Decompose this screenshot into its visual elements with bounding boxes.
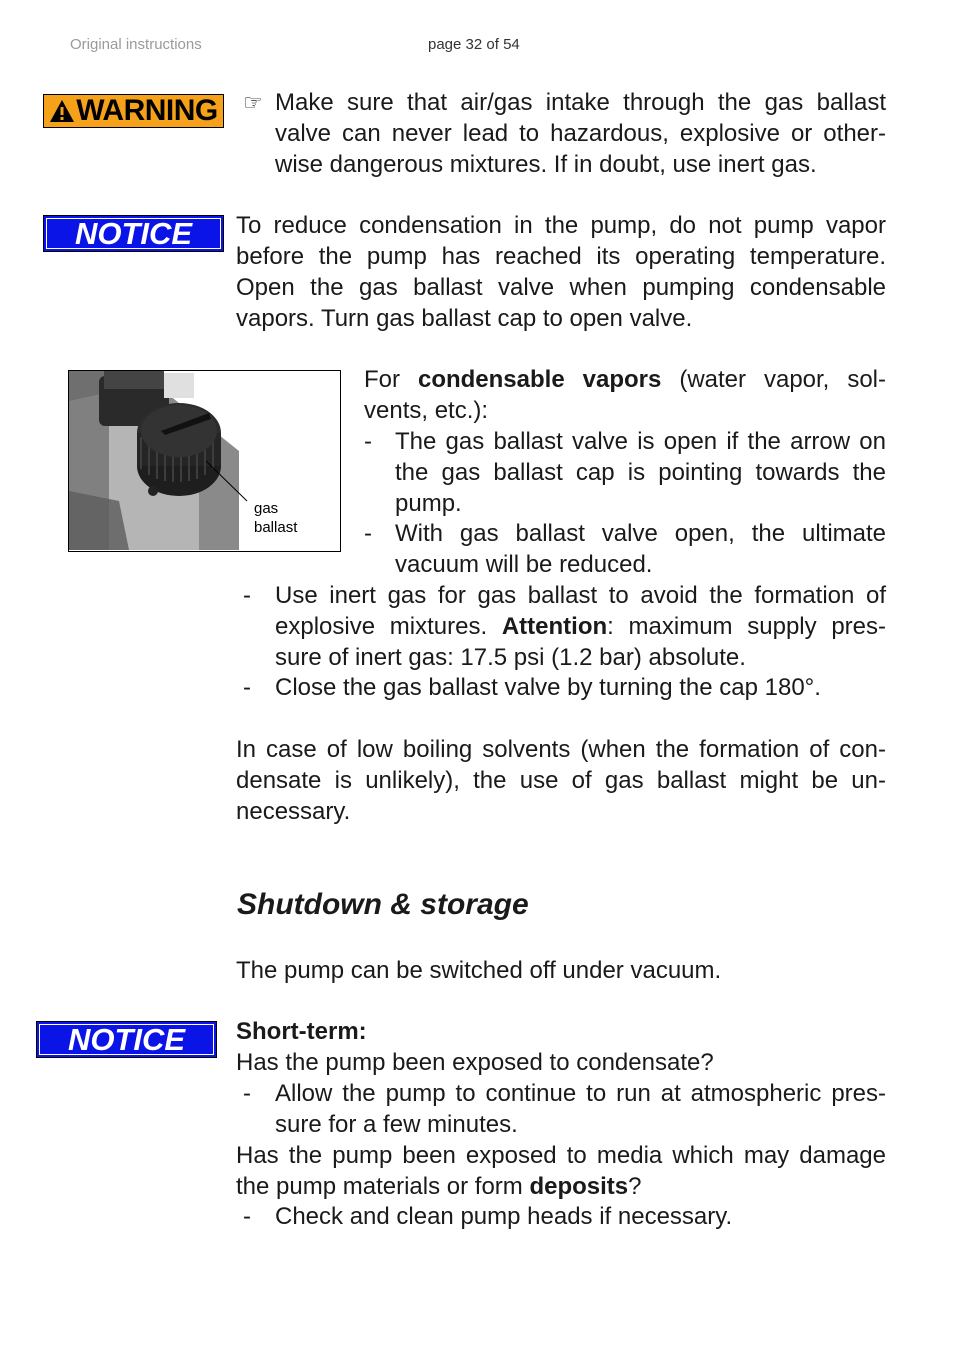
warning-text: Make sure that air/gas intake through the gas ballast valve can never lead to hazardous, explosive or other- wise dangerous mixtures. If in doubt, use inert gas.	[275, 89, 886, 178]
gas-ballast-illustration	[69, 371, 339, 550]
notice-badge: NOTICE	[36, 1021, 217, 1058]
answer-clean-heads: Check and clean pump heads if necessary.	[275, 1203, 733, 1230]
answer-run-atmospheric: Allow the pump to continue to run at atmospheric pres- sure for a few minutes.	[275, 1080, 886, 1138]
gas-ballast-photo	[68, 370, 341, 552]
warning-badge	[43, 94, 224, 128]
vapors-item-inert-gas: Use inert gas for gas ballast to avoid the formation of explosive mixtures. Attention: maximum supply pres- sure of inert gas: 17.5 psi (1.2 bar) absolute.	[275, 582, 887, 671]
bullet-dash: -	[243, 1203, 251, 1230]
vapors-item-valve-open: The gas ballast valve is open if the arrow on the gas ballast cap is pointing towards the pump.	[395, 428, 886, 517]
bullet-dash: -	[243, 582, 251, 609]
bullet-dash: -	[364, 520, 372, 547]
bullet-dash: -	[243, 1080, 251, 1107]
section-intro: The pump can be switched off under vacuum.	[236, 957, 722, 984]
question-media-damage: Has the pump been exposed to media which may damage the pump materials or form deposits?	[236, 1142, 886, 1200]
section-title: Shutdown & storage	[237, 888, 529, 921]
photo-label: gas ballast	[254, 500, 298, 536]
vapors-item-ultimate-vacuum: With gas ballast valve open, the ultimate vacuum will be reduced.	[395, 520, 886, 578]
vapors-item-close-valve: Close the gas ballast valve by turning the cap 180°.	[275, 674, 821, 701]
page-number: page 32 of 54	[428, 36, 520, 53]
warning-label: WARNING	[76, 94, 218, 127]
low-boiling-paragraph: In case of low boiling solvents (when the formation of con- densate is unlikely), the use of gas ballast might be un- necessary.	[236, 736, 886, 825]
vapors-intro: For condensable vapors (water vapor, sol- vents, etc.):	[364, 366, 886, 424]
header-doc-type: Original instructions	[70, 36, 202, 53]
bullet-dash: -	[364, 428, 372, 455]
bullet-dash: -	[243, 674, 251, 701]
pointing-hand-icon: ☞	[243, 90, 263, 115]
notice-condensation-text: To reduce condensation in the pump, do not pump vapor before the pump has reached its operating temperature. Open the gas ballast valve when pumping condensable vapors. Turn gas ballast cap to open valve.	[236, 212, 886, 332]
notice-badge: NOTICE	[43, 215, 224, 252]
question-condensate: Has the pump been exposed to condensate?	[236, 1049, 714, 1076]
warning-triangle-icon	[49, 99, 75, 123]
short-term-heading: Short-term:	[236, 1018, 367, 1045]
